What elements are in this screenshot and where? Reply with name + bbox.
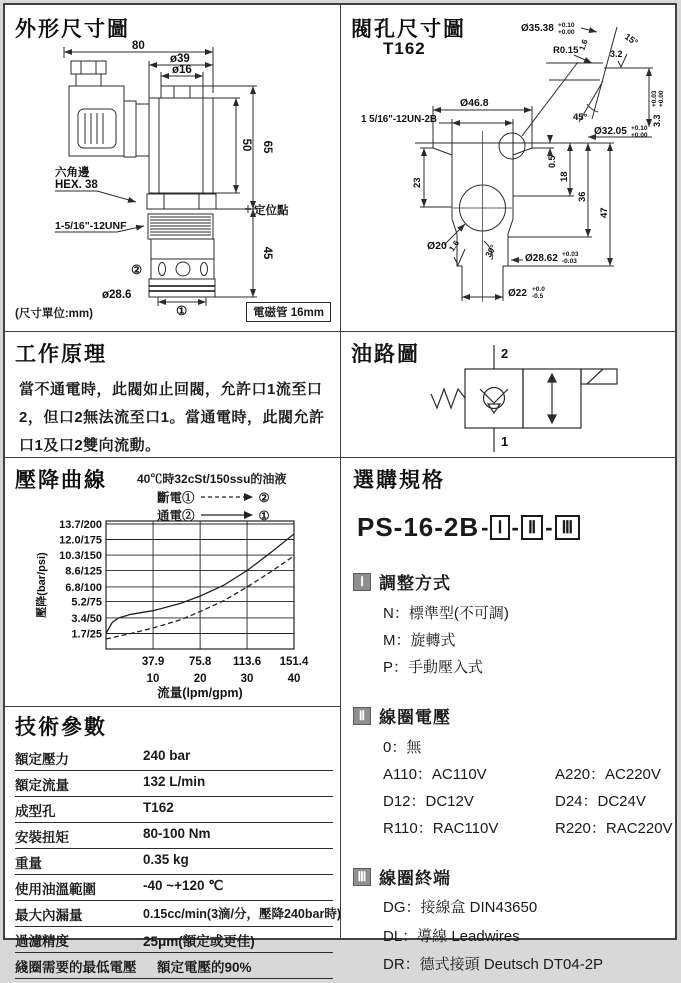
param-value: -40 ~+120 ℃: [143, 878, 224, 893]
spec-option-pair: [383, 790, 668, 811]
x-tick-lpm: 113.6: [232, 656, 262, 668]
thread-label: 1-5/16"-12UNF: [55, 220, 127, 232]
params-title: 技術參數: [15, 716, 107, 739]
model-box-3: Ⅲ: [555, 515, 581, 540]
dim-a45-label: 45°: [573, 112, 588, 123]
param-label: 額定流量: [15, 778, 69, 793]
dim-47-label: 47: [599, 207, 610, 218]
dim-d468-label: Ø46.8: [460, 97, 489, 109]
dim-d3538-label: Ø35.38: [521, 23, 554, 34]
dim-d2862-tol-top: +0.03: [562, 251, 579, 258]
dashed-arrow-icon: [201, 492, 253, 502]
spec-group-coil-termination: [353, 864, 668, 977]
dim-a15-label: 15°: [622, 31, 640, 48]
spec-option-pair: [383, 817, 673, 838]
table-row: [15, 771, 333, 797]
spec-option: N：標準型(不可調): [383, 605, 509, 622]
circuit-port1-label: 1: [501, 434, 509, 449]
legend-deenergized-end: ②: [258, 490, 270, 505]
principle-text: 當不通電時，此閥如止回閥，允許口1流至口2，但口2無法流至口1。當通電時，此閥允許口1及口2雙向流動。: [19, 381, 325, 454]
specs-title: 選購規格: [353, 469, 445, 492]
dim-d3538-tol-bot: +0.00: [558, 29, 575, 36]
y-tick-label: 8.6/125: [65, 565, 102, 578]
y-tick-label: 12.0/175: [59, 534, 102, 547]
param-value: 額定電壓的90%: [157, 960, 252, 975]
spec-group-adjustment: [353, 569, 668, 677]
panel-outline-dimensions: [5, 5, 339, 330]
x-tick-lpm: 75.8: [188, 656, 212, 668]
cavity-drawing: [341, 5, 674, 330]
circuit-port2-label: 2: [501, 346, 509, 361]
spec-option: DL：導線 Leadwires: [383, 927, 520, 945]
x-tick-gpm: 30: [240, 673, 254, 685]
unit-note: (尺寸單位:mm): [15, 308, 93, 320]
y-axis-label: 壓降(bar/psi): [36, 552, 48, 618]
dim-d39-label: ø39: [170, 53, 190, 65]
dim-d3205-label: Ø32.05: [594, 126, 627, 137]
table-row: [15, 745, 333, 771]
solenoid-valve-drawing: [5, 5, 339, 330]
dim-33-label: 3.3: [652, 114, 662, 127]
spec-option: D24：DC24V: [555, 793, 646, 810]
x-tick-gpm: 40: [287, 673, 301, 685]
dim-d2862-tol-bot: -0.03: [562, 258, 577, 265]
dim-r015-label: R0.15: [553, 45, 579, 56]
table-row: [15, 953, 333, 979]
y-tick-label: 6.8/100: [65, 581, 102, 594]
dim-33-tol-bot: +0.00: [658, 90, 665, 107]
dim-d20-label: Ø20: [427, 240, 447, 252]
panel-ordering-specs: [341, 458, 674, 973]
group-number-badge: Ⅲ: [353, 868, 371, 886]
param-value: 0.15cc/min(3滴/分，壓降240bar時): [143, 907, 341, 921]
dim-33-tol-top: +0.03: [651, 90, 658, 107]
param-value: 240 bar: [143, 748, 191, 763]
table-row: [15, 927, 333, 953]
param-value: 25μm(額定或更佳): [143, 934, 255, 949]
x-axis-label: 流量(lpm/gpm): [157, 686, 243, 700]
cavity-subtitle: T162: [383, 39, 426, 58]
panel-technical-parameters: [5, 707, 341, 975]
dim-65-label: 65: [261, 140, 273, 154]
locating-point-label: 定位點: [254, 205, 289, 217]
table-row: [15, 823, 333, 849]
dim-23-label: 23: [412, 177, 423, 188]
panel-pressure-drop-curve: [5, 458, 339, 705]
model-dash: -: [481, 514, 489, 540]
solenoid-tube-note: 電磁管 16mm: [246, 302, 331, 322]
roughness-16-bot-label: 1.6: [447, 238, 462, 254]
group-title: 線圈終端: [379, 869, 451, 888]
model-box-2: Ⅱ: [521, 515, 543, 540]
dim-d3205-tol-bot: +0.00: [631, 132, 648, 139]
dim-d22-tol-bot: -0.5: [532, 293, 544, 300]
circuit-title: 油路圖: [351, 343, 420, 366]
param-label: 過濾精度: [15, 934, 69, 949]
group-number-badge: Ⅰ: [353, 573, 371, 591]
param-value: T162: [143, 800, 174, 815]
outline-title: 外形尺寸圖: [15, 18, 130, 41]
y-tick-label: 10.3/150: [59, 550, 102, 563]
model-dash: -: [545, 514, 553, 540]
spec-option: 0：無: [383, 739, 422, 756]
param-label: 使用油溫範圍: [15, 882, 96, 897]
spec-option: A110：AC110V: [383, 766, 487, 783]
principle-title: 工作原理: [15, 343, 107, 366]
dim-d22-tol-top: +0.0: [532, 286, 545, 293]
param-label: 重量: [15, 856, 42, 871]
spec-option: R220：RAC220V: [555, 820, 673, 837]
x-tick-gpm: 20: [193, 673, 207, 685]
dim-d286-label: ø28.6: [102, 289, 132, 301]
table-row: [15, 849, 333, 875]
oil-condition-note: 40℃時32cSt/150ssu的油液: [137, 472, 287, 486]
model-dash: -: [511, 514, 519, 540]
y-tick-label: 5.2/75: [71, 596, 102, 609]
table-row: [15, 797, 333, 823]
hydraulic-symbol: [341, 332, 674, 456]
y-tick-label: 1.7/25: [71, 628, 102, 641]
dim-d3538-tol-top: +0.10: [558, 22, 575, 29]
panel-working-principle: [5, 332, 339, 456]
x-tick-gpm: 10: [146, 673, 160, 685]
spec-option: D12：DC12V: [383, 793, 474, 810]
dim-d16-label: ø16: [172, 64, 192, 76]
pressure-drop-chart: [5, 516, 339, 705]
legend-energized-end: ①: [258, 508, 270, 523]
spec-option-pair: [383, 763, 668, 784]
dim-d2862-label: Ø28.62: [525, 253, 558, 264]
dim-18-label: 18: [559, 171, 570, 182]
dim-a30-label: 30°: [483, 242, 499, 259]
spec-option: DG：接線盒 DIN43650: [383, 899, 538, 916]
param-label: 綫圈需要的最低電壓: [15, 960, 137, 975]
roughness-16-top-label: 1.6: [577, 38, 590, 52]
spec-option: A220：AC220V: [555, 766, 661, 783]
port2-label: ②: [131, 263, 143, 277]
model-prefix: PS-16-2B: [357, 512, 480, 542]
x-tick-lpm: 151.4: [279, 656, 309, 668]
params-table: [15, 745, 341, 979]
panel-oil-circuit: [341, 332, 674, 456]
group-number-badge: Ⅱ: [353, 707, 371, 725]
table-row: [15, 875, 333, 901]
dim-d3205-tol-top: +0.10: [631, 125, 648, 132]
dim-50-label: 50: [240, 138, 252, 152]
dim-36-label: 36: [577, 191, 588, 202]
param-label: 成型孔: [15, 804, 56, 819]
dim-45-label: 45: [261, 246, 273, 260]
param-label: 最大內漏量: [15, 908, 83, 923]
param-value: 132 L/min: [143, 774, 206, 789]
model-box-1: Ⅰ: [490, 515, 509, 540]
roughness-32-label: 3.2: [610, 49, 623, 59]
cavity-thread-label: 1 5/16"-12UN-2B: [361, 114, 437, 125]
hex-label-line1: 六角邊: [55, 167, 90, 179]
param-value: 80-100 Nm: [143, 826, 211, 841]
spec-group-coil-voltage: [353, 703, 673, 838]
spec-option: DR：德式接頭 Deutsch DT04-2P: [383, 956, 604, 973]
group-title: 調整方式: [379, 574, 451, 593]
dim-80-label: 80: [132, 40, 145, 52]
panel-cavity-dimensions: [341, 5, 674, 330]
spec-option: M：旋轉式: [383, 632, 456, 649]
spec-option: R110：RAC110V: [383, 820, 499, 837]
group-title: 線圈電壓: [379, 708, 451, 727]
dim-d22-label: Ø22: [508, 288, 527, 299]
model-code: [357, 512, 668, 543]
param-label: 額定壓力: [15, 752, 69, 767]
dim-05-label: 0.5: [547, 155, 557, 168]
hex-label-line2: HEX. 38: [55, 179, 98, 191]
y-tick-label: 3.4/50: [71, 612, 102, 625]
legend-energized-label: 通電②: [157, 509, 195, 523]
port1-label: ①: [176, 304, 188, 318]
curve-title: 壓降曲線: [15, 469, 107, 492]
cavity-title: 閥孔尺寸圖: [351, 18, 466, 41]
param-label: 安裝扭矩: [15, 830, 69, 845]
table-row: [15, 901, 341, 927]
legend-deenergized-label: 斷電①: [157, 491, 195, 505]
y-tick-label: 13.7/200: [59, 519, 102, 531]
x-tick-lpm: 37.9: [141, 656, 165, 668]
spec-option: P：手動壓入式: [383, 659, 484, 676]
legend-deenergized: [157, 488, 270, 506]
param-value: 0.35 kg: [143, 852, 189, 867]
